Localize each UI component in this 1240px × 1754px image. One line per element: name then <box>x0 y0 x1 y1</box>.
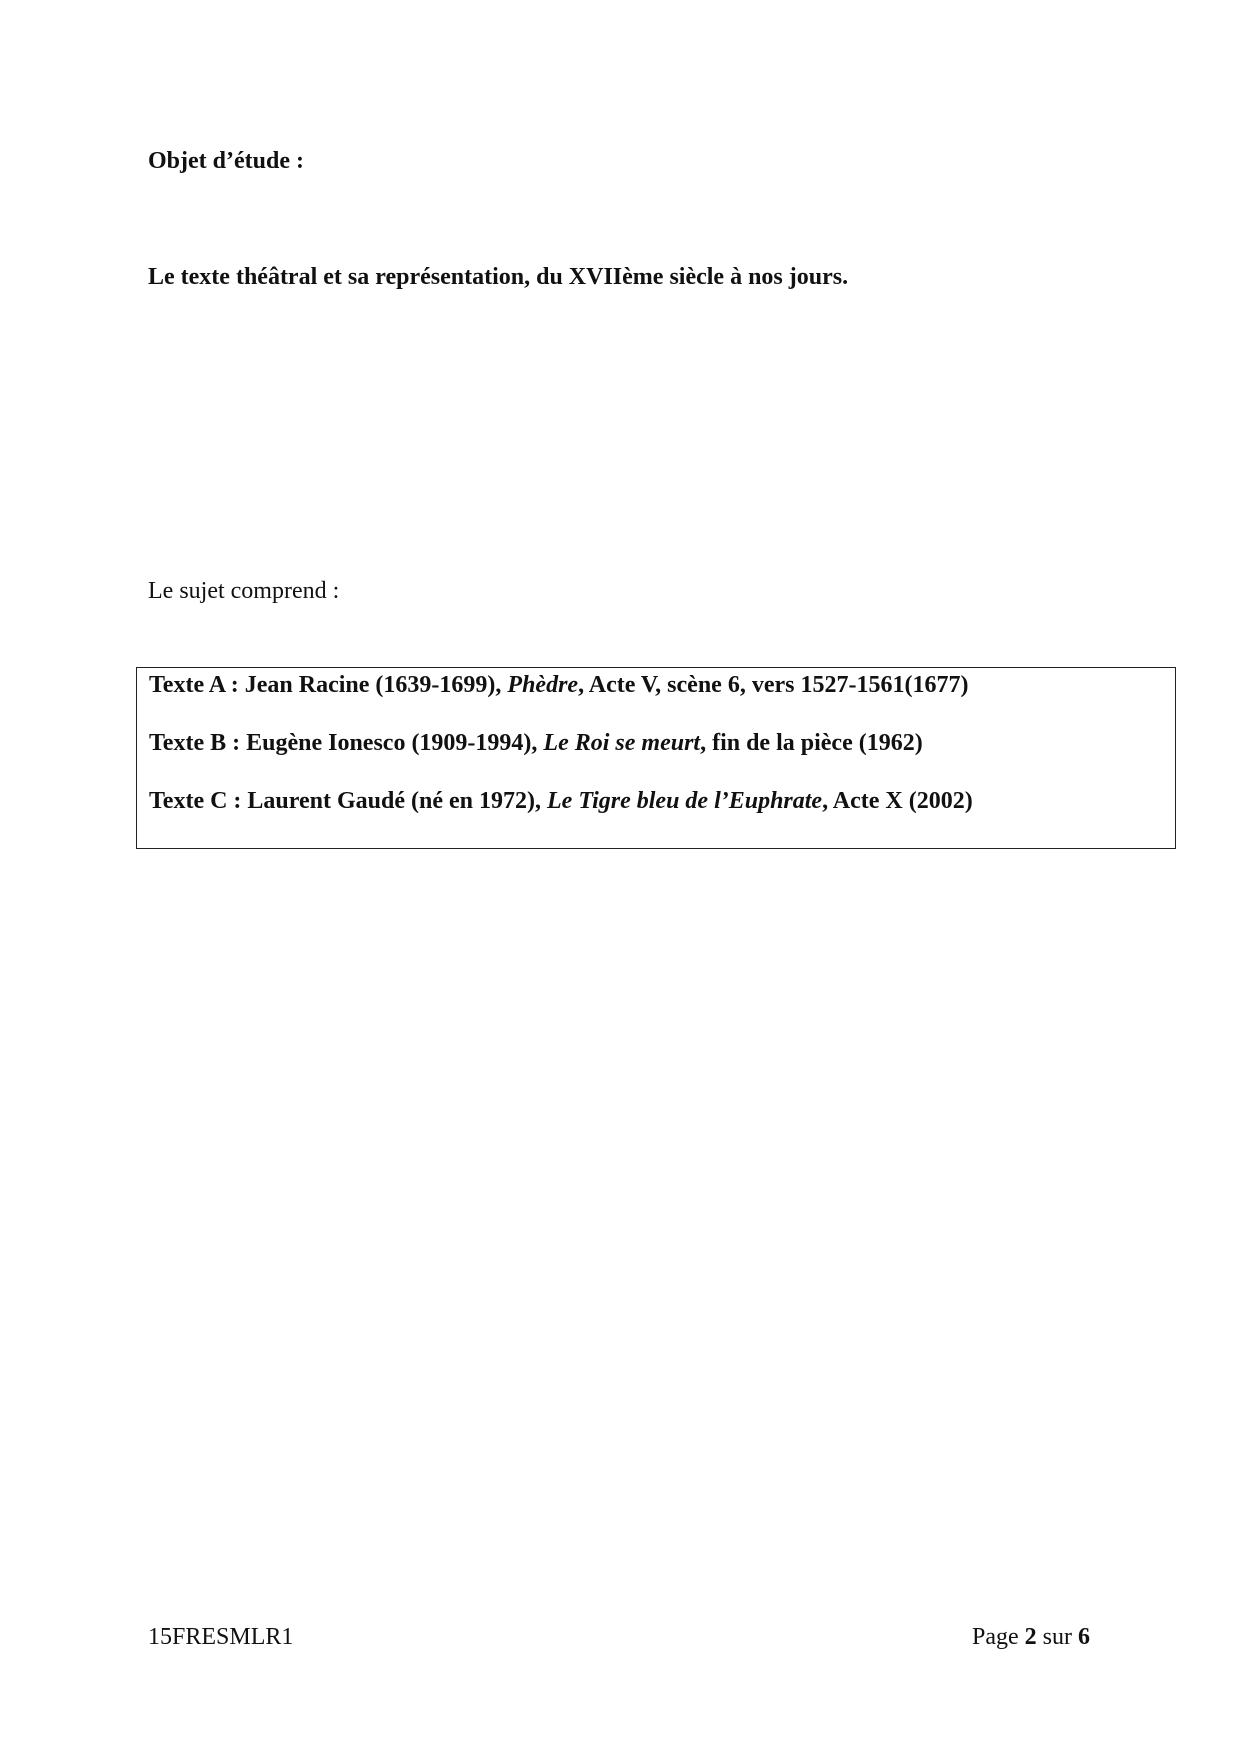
corpus-item-suffix: , Acte V, scène 6, vers 1527-1561(1677) <box>578 672 969 698</box>
corpus-item-suffix: , fin de la pièce (1962) <box>700 730 923 756</box>
footer-page-sep: sur <box>1042 1624 1072 1650</box>
corpus-item-suffix: , Acte X (2002) <box>822 788 973 814</box>
study-object-title: Le texte théâtral et sa représentation, du XVIIème siècle à nos jours. <box>148 264 849 290</box>
corpus-item-prefix: Texte C : Laurent Gaudé (né en 1972), <box>149 788 547 814</box>
corpus-item-text-c <box>149 788 973 815</box>
footer-page-current: 2 <box>1024 1624 1037 1650</box>
footer-document-code: 15FRESMLR1 <box>148 1624 294 1650</box>
corpus-item-prefix: Texte A : Jean Racine (1639-1699), <box>149 672 508 698</box>
corpus-item-text-a <box>149 672 968 699</box>
corpus-item-prefix: Texte B : Eugène Ionesco (1909-1994), <box>149 730 544 756</box>
study-object-label: Objet d’étude : <box>148 148 304 174</box>
corpus-item-work: Le Tigre bleu de l’Euphrate <box>547 788 823 814</box>
corpus-item-work: Le Roi se meurt <box>543 730 701 756</box>
subject-intro: Le sujet comprend : <box>148 578 340 604</box>
corpus-box <box>136 667 1176 849</box>
corpus-item-work: Phèdre <box>507 672 579 698</box>
footer-page-total: 6 <box>1078 1624 1090 1650</box>
footer-page-word: Page <box>972 1624 1019 1650</box>
footer-page-number <box>972 1624 1090 1651</box>
corpus-item-text-b <box>149 730 923 757</box>
